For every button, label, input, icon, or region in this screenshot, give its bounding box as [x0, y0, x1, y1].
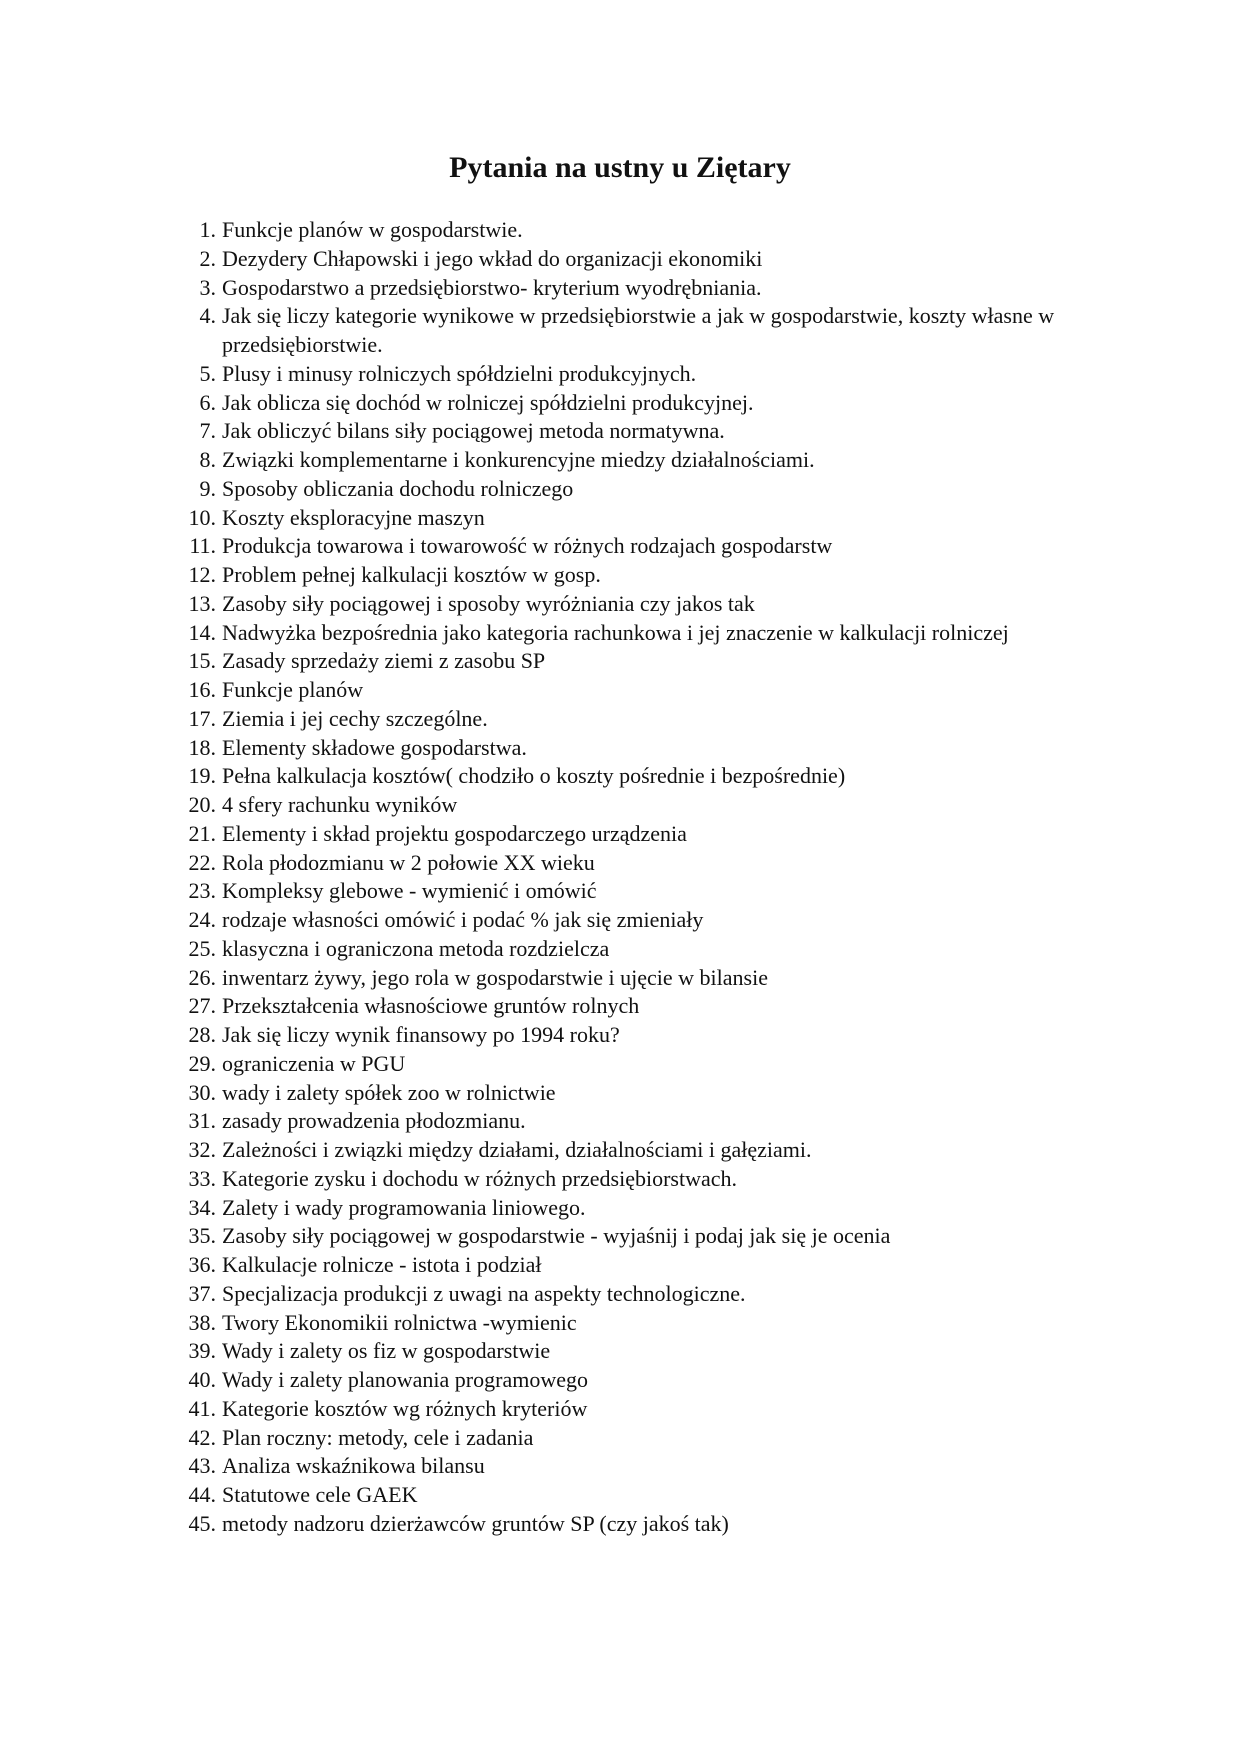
question-item	[189, 532, 1072, 561]
question-text: Wady i zalety os fiz w gospodarstwie	[222, 1338, 551, 1364]
question-item	[199, 389, 1072, 418]
question-item	[199, 417, 1072, 446]
page-title: Pytania na ustny u Ziętary	[449, 151, 791, 184]
question-number: 16.	[188, 677, 216, 702]
question-text: Gospodarstwo a przedsiębiorstwo- kryterium wyodrębniania.	[222, 274, 762, 300]
question-number: 15.	[188, 648, 216, 674]
question-item	[188, 1079, 1072, 1108]
question-item	[188, 676, 1072, 705]
question-item	[188, 1424, 1072, 1453]
question-text: Zasoby siły pociągowej w gospodarstwie - wyjaśnij i podaj jak się je ocenia	[222, 1223, 891, 1249]
question-number: 11.	[189, 533, 216, 559]
question-item	[199, 360, 1072, 389]
question-item	[199, 216, 1072, 245]
question-number: 14.	[188, 619, 216, 645]
question-text: ograniczenia w PGU	[222, 1050, 406, 1076]
question-number: 25.	[188, 935, 216, 961]
question-item	[188, 1481, 1072, 1510]
question-number: 6.	[199, 389, 216, 415]
question-item	[188, 1510, 1072, 1539]
question-number: 1.	[199, 217, 216, 242]
question-text: Jak się liczy wynik finansowy po 1994 roku?	[222, 1022, 620, 1047]
question-number: 24.	[188, 907, 216, 932]
question-number: 19.	[188, 763, 216, 789]
question-text: Kategorie zysku i dochodu w różnych przedsiębiorstwach.	[222, 1165, 738, 1191]
question-text: Jak obliczyć bilans siły pociągowej metoda normatywna.	[222, 418, 725, 444]
question-number: 13.	[188, 590, 216, 616]
question-number: 36.	[188, 1252, 216, 1277]
question-item	[188, 791, 1072, 820]
question-item	[188, 1194, 1072, 1223]
question-number: 31.	[188, 1108, 216, 1134]
question-text: Jak się liczy kategorie wynikowe w przedsiębiorstwie a jak w gospodarstwie, koszty własne w przedsiębiorstwie.	[222, 303, 1055, 357]
question-text: Produkcja towarowa i towarowość w różnych rodzajach gospodarstw	[222, 533, 833, 559]
question-text: klasyczna i ograniczona metoda rozdzielcza	[222, 935, 610, 961]
question-text: Wady i zalety planowania programowego	[222, 1367, 588, 1392]
question-item	[188, 561, 1072, 590]
question-item	[188, 906, 1072, 935]
question-item	[188, 1395, 1072, 1424]
question-item	[188, 705, 1072, 734]
question-number: 18.	[188, 734, 216, 760]
question-text: inwentarz żywy, jego rola w gospodarstwie i ujęcie w bilansie	[222, 964, 768, 990]
question-text: Analiza wskaźnikowa bilansu	[222, 1453, 485, 1479]
question-item	[188, 1337, 1072, 1366]
question-text: Pełna kalkulacja kosztów( chodziło o koszty pośrednie i bezpośrednie)	[222, 763, 846, 789]
question-text: Zasoby siły pociągowej i sposoby wyróżniania czy jakos tak	[222, 590, 755, 616]
question-text: Ziemia i jej cechy szczególne.	[222, 705, 488, 731]
question-item	[188, 1165, 1072, 1194]
question-number: 3.	[199, 274, 216, 300]
question-number: 4.	[199, 303, 216, 329]
question-item	[188, 964, 1072, 993]
question-item	[188, 1222, 1072, 1251]
question-item	[188, 1309, 1072, 1338]
question-item	[188, 1452, 1072, 1481]
question-item	[188, 820, 1072, 849]
question-number: 43.	[188, 1453, 216, 1479]
question-text: Zalety i wady programowania liniowego.	[222, 1194, 586, 1220]
question-number: 23.	[188, 878, 216, 904]
question-number: 29.	[188, 1050, 216, 1076]
question-text: Funkcje planów	[222, 677, 364, 702]
question-number: 45.	[188, 1510, 216, 1536]
question-text: zasady prowadzenia płodozmianu.	[222, 1108, 526, 1134]
question-number: 40.	[188, 1367, 216, 1392]
question-number: 7.	[199, 418, 216, 444]
question-number: 8.	[199, 447, 216, 472]
question-item	[188, 1251, 1072, 1280]
question-text: Jak oblicza się dochód w rolniczej spółdzielni produkcyjnej.	[222, 389, 754, 415]
question-text: 4 sfery rachunku wyników	[222, 792, 458, 817]
question-item	[188, 1021, 1072, 1050]
question-text: metody nadzoru dzierżawców gruntów SP (czy jakoś tak)	[222, 1510, 729, 1536]
question-number: 5.	[199, 360, 216, 386]
question-number: 26.	[188, 964, 216, 990]
question-number: 42.	[188, 1424, 216, 1450]
question-number: 30.	[188, 1079, 216, 1105]
question-item	[188, 935, 1072, 964]
question-item	[199, 302, 1072, 360]
question-item	[188, 1366, 1072, 1395]
question-item	[188, 504, 1072, 533]
question-number: 39.	[188, 1338, 216, 1364]
question-text: rodzaje własności omówić i podać % jak się zmieniały	[222, 907, 704, 932]
question-text: Kompleksy glebowe - wymienić i omówić	[222, 878, 597, 904]
question-text: Kalkulacje rolnicze - istota i podział	[222, 1252, 542, 1277]
question-text: Dezydery Chłapowski i jego wkład do organizacji ekonomiki	[222, 245, 763, 271]
question-number: 21.	[188, 820, 216, 846]
question-item	[188, 849, 1072, 878]
question-text: Zasady sprzedaży ziemi z zasobu SP	[222, 648, 546, 674]
question-item	[188, 992, 1072, 1021]
question-number: 10.	[188, 504, 216, 530]
question-text: Sposoby obliczania dochodu rolniczego	[222, 475, 574, 501]
question-text: Specjalizacja produkcji z uwagi na aspekty technologiczne.	[222, 1280, 746, 1306]
question-text: Rola płodozmianu w 2 połowie XX wieku	[222, 849, 595, 875]
question-number: 32.	[188, 1137, 216, 1162]
question-number: 12.	[188, 562, 216, 587]
question-item	[199, 475, 1072, 504]
question-text: Statutowe cele GAEK	[222, 1482, 418, 1507]
question-item	[188, 734, 1072, 763]
question-item	[199, 274, 1072, 303]
question-item	[188, 1280, 1072, 1309]
question-number: 17.	[188, 705, 216, 731]
question-number: 34.	[188, 1194, 216, 1220]
question-number: 37.	[188, 1280, 216, 1306]
question-item	[188, 877, 1072, 906]
question-text: Problem pełnej kalkulacji kosztów w gosp.	[222, 562, 601, 587]
question-text: Przekształcenia własnościowe gruntów rolnych	[222, 993, 640, 1019]
question-text: Kategorie kosztów wg różnych kryteriów	[222, 1395, 588, 1421]
question-text: Twory Ekonomikii rolnictwa -wymienic	[222, 1309, 577, 1335]
question-text: Zależności i związki między działami, działalnościami i gałęziami.	[222, 1137, 812, 1162]
question-number: 28.	[188, 1022, 216, 1047]
question-number: 27.	[188, 993, 216, 1019]
question-number: 41.	[188, 1395, 216, 1421]
question-text: Plusy i minusy rolniczych spółdzielni produkcyjnych.	[222, 360, 697, 386]
question-number: 35.	[188, 1223, 216, 1249]
question-number: 9.	[199, 475, 216, 501]
question-text: Plan roczny: metody, cele i zadania	[222, 1424, 534, 1450]
question-text: Koszty eksploracyjne maszyn	[222, 504, 485, 530]
question-item	[188, 1136, 1072, 1165]
question-list	[188, 216, 1072, 1539]
question-text: Związki komplementarne i konkurencyjne miedzy działalnościami.	[222, 447, 815, 472]
question-text: Elementy składowe gospodarstwa.	[222, 734, 527, 760]
question-item	[199, 245, 1072, 274]
question-number: 2.	[199, 245, 216, 271]
question-item	[188, 762, 1072, 791]
question-text: Funkcje planów w gospodarstwie.	[222, 217, 523, 242]
question-number: 38.	[188, 1309, 216, 1335]
question-number: 22.	[188, 849, 216, 875]
question-number: 20.	[188, 792, 216, 817]
question-number: 44.	[188, 1482, 216, 1507]
question-item	[188, 619, 1072, 648]
question-item	[188, 590, 1072, 619]
question-item	[188, 647, 1072, 676]
question-text: wady i zalety spółek zoo w rolnictwie	[222, 1079, 556, 1105]
question-item	[188, 1050, 1072, 1079]
question-text: Nadwyżka bezpośrednia jako kategoria rachunkowa i jej znaczenie w kalkulacji rolniczej	[222, 619, 1009, 645]
question-item	[199, 446, 1072, 475]
question-text: Elementy i skład projektu gospodarczego urządzenia	[222, 820, 687, 846]
question-number: 33.	[188, 1165, 216, 1191]
question-item	[188, 1107, 1072, 1136]
